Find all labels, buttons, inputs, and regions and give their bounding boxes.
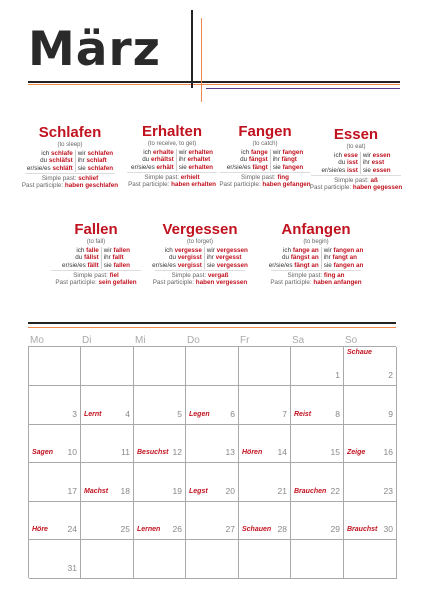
simple-past-value: erhielt xyxy=(180,173,200,181)
day-number: 16 xyxy=(383,447,393,457)
calendar-day xyxy=(239,463,291,502)
conjugation-left: du vergisst xyxy=(150,254,204,261)
calendar-day xyxy=(344,540,397,579)
calendar-rule-orange xyxy=(28,327,396,328)
simple-past-value: vergaß xyxy=(207,271,229,279)
header-rule-purple xyxy=(206,88,400,89)
conjugation-right: sie fallen xyxy=(103,261,131,269)
verb-form: schläfst xyxy=(48,157,73,165)
calendar-day xyxy=(344,386,397,425)
day-number: 25 xyxy=(120,524,130,534)
verb-form: fallen xyxy=(113,247,130,254)
day-number: 18 xyxy=(120,486,130,496)
verb-divider xyxy=(155,270,245,271)
calendar-entry: Lernt xyxy=(84,411,102,418)
conjugation-right: wir essen xyxy=(362,152,391,159)
calendar-day xyxy=(291,347,344,386)
verb-form: falle xyxy=(86,247,99,254)
day-number: 13 xyxy=(225,447,235,457)
day-number: 26 xyxy=(172,524,182,534)
verb-name: Anfangen xyxy=(281,221,351,238)
verb-divider xyxy=(311,175,401,176)
verb-form: vergesst xyxy=(215,254,242,262)
verb-translation: (to catch) xyxy=(252,141,278,147)
verb-name: Erhalten xyxy=(141,123,202,140)
conjugation-right: sie fangen an xyxy=(323,261,364,269)
conjugation-right: ihr esst xyxy=(362,159,385,167)
conjugation-table xyxy=(129,149,215,171)
conjugation-table xyxy=(150,247,250,269)
calendar-entry: Machst xyxy=(84,488,109,495)
calendar-day xyxy=(29,502,81,540)
day-number: 4 xyxy=(125,409,130,419)
day-number: 22 xyxy=(330,486,340,496)
verb-translation: (to sleep) xyxy=(57,142,83,148)
day-number: 2 xyxy=(388,370,393,380)
verb-name: Fallen xyxy=(74,221,118,238)
conjugation-right: sie schlafen xyxy=(77,164,114,172)
verb-form: erhalten xyxy=(188,149,213,156)
conjugation-left: er/sie/es erhält xyxy=(129,164,176,171)
past-participle: Past participle: haben erhalten xyxy=(128,181,216,189)
weekday-fr: Fr xyxy=(240,335,250,346)
conjugation-left: ich erhalte xyxy=(129,149,176,156)
conjugation-right: ihr erhaltet xyxy=(178,156,211,164)
header-rule-dark xyxy=(28,81,400,83)
verb-divider xyxy=(127,172,217,173)
simple-past-value: fiel xyxy=(109,271,119,279)
verb-block xyxy=(301,127,411,191)
simple-past-value: aß xyxy=(370,176,378,184)
conjugation-right: ihr vergesst xyxy=(206,254,242,262)
calendar-entry: Höre xyxy=(32,526,48,533)
conjugation-right: sie vergessen xyxy=(206,261,248,269)
past-participle-value: haben anfangen xyxy=(313,279,362,287)
conjugation-left: du fängst xyxy=(225,156,270,163)
verb-form: vergessen xyxy=(216,247,248,254)
day-number: 15 xyxy=(330,447,340,457)
verb-divider xyxy=(25,173,115,174)
calendar-entry: Sagen xyxy=(32,449,54,456)
verb-form: isst xyxy=(347,159,358,167)
simple-past-value: schlief xyxy=(78,174,99,182)
day-number: 7 xyxy=(282,409,287,419)
day-number: 23 xyxy=(383,486,393,496)
weekday-mi: Mi xyxy=(135,335,146,346)
calendar-day xyxy=(239,347,291,386)
conjugation-right: wir fangen xyxy=(272,149,304,156)
conjugation-right: sie fangen xyxy=(272,163,304,171)
header-vline-orange xyxy=(201,18,202,102)
calendar-day xyxy=(186,540,239,579)
calendar-day xyxy=(186,425,239,463)
simple-past: Simple past: erhielt xyxy=(144,173,200,181)
calendar-entry: Legst xyxy=(189,488,208,495)
calendar-day xyxy=(134,386,186,425)
past-participle: Past participle: haben anfangen xyxy=(270,279,362,287)
verb-form: fangen an xyxy=(333,247,364,254)
calendar-day xyxy=(134,425,186,463)
conjugation-right: sie essen xyxy=(362,166,391,174)
verb-block xyxy=(15,125,125,189)
conjugation-right: wir schlafen xyxy=(77,150,114,157)
verb-form: isst xyxy=(347,166,358,174)
verb-form: schlafe xyxy=(51,150,73,157)
verb-translation: (to eat) xyxy=(346,144,366,150)
header-vline-dark xyxy=(191,10,193,88)
verb-form: fangen an xyxy=(333,261,364,269)
simple-past: Simple past: fing xyxy=(241,173,289,181)
calendar-day xyxy=(134,347,186,386)
calendar-day xyxy=(344,502,397,540)
verb-form: essen xyxy=(372,152,391,159)
calendar-day xyxy=(81,540,134,579)
calendar-entry: Schaue xyxy=(347,349,372,356)
calendar-day xyxy=(81,386,134,425)
past-participle-value: haben gegessen xyxy=(352,184,403,192)
calendar-day xyxy=(134,502,186,540)
verb-name: Essen xyxy=(333,126,379,143)
calendar-day xyxy=(291,540,344,579)
weekday-so: So xyxy=(345,335,358,346)
verb-form: schlaft xyxy=(86,157,107,165)
calendar-day xyxy=(81,425,134,463)
calendar-day xyxy=(344,425,397,463)
day-number: 5 xyxy=(177,409,182,419)
calendar-day xyxy=(239,540,291,579)
calendar-day xyxy=(29,463,81,502)
conjugation-left: er/sie/es fängt an xyxy=(267,262,322,269)
calendar-entry: Zeige xyxy=(347,449,366,456)
verb-form: fängst xyxy=(248,156,268,164)
conjugation-left: ich schlafe xyxy=(25,150,75,157)
calendar-day xyxy=(134,540,186,579)
verb-form: fange an xyxy=(292,247,319,254)
verb-translation: (to fall) xyxy=(86,239,106,245)
verb-translation: (to receive, to get) xyxy=(147,141,197,147)
conjugation-left: er/sie/es isst xyxy=(319,167,360,174)
simple-past-value: fing an xyxy=(323,271,345,279)
day-number: 21 xyxy=(277,486,287,496)
conjugation-right: wir vergessen xyxy=(206,247,248,254)
verb-form: erhält xyxy=(156,163,174,171)
calendar-day xyxy=(291,463,344,502)
verb-form: fangt an xyxy=(332,254,357,262)
simple-past: Simple past: fing an xyxy=(287,271,345,279)
calendar-entry: Schauen xyxy=(242,526,272,533)
verb-form: schläft xyxy=(52,164,73,172)
verb-form: fangen xyxy=(282,163,304,171)
verb-form: fängt xyxy=(281,156,297,164)
calendar-day xyxy=(344,463,397,502)
conjugation-right: wir fallen xyxy=(103,247,130,254)
day-number: 9 xyxy=(388,409,393,419)
conjugation-left: du fällst xyxy=(60,254,101,261)
simple-past: Simple past: vergaß xyxy=(171,271,229,279)
weekday-mo: Mo xyxy=(30,335,44,346)
calendar-entry: Brauchst xyxy=(347,526,378,533)
verb-name: Fangen xyxy=(238,123,292,140)
calendar-day xyxy=(29,347,81,386)
calendar-day xyxy=(29,540,81,579)
calendar-day xyxy=(81,463,134,502)
verb-form: erhalten xyxy=(188,163,214,171)
verb-form: fängt an xyxy=(294,261,319,269)
calendar-day xyxy=(291,502,344,540)
conjugation-left: ich falle xyxy=(60,247,101,254)
conjugation-left: du fängst an xyxy=(267,254,322,261)
verb-form: schlafen xyxy=(87,150,114,157)
verb-divider xyxy=(220,172,310,173)
day-number: 10 xyxy=(67,447,77,457)
verb-translation: (to forget) xyxy=(186,239,213,245)
verb-form: schlafen xyxy=(87,164,114,172)
conjugation-right: wir erhalten xyxy=(178,149,213,156)
weekday-do: Do xyxy=(187,335,200,346)
verb-name: Schlafen xyxy=(38,124,102,141)
verb-form: fallen xyxy=(113,261,131,269)
conjugation-right: ihr fängt xyxy=(272,156,297,164)
calendar-day xyxy=(134,463,186,502)
conjugation-left: er/sie/es fängt xyxy=(225,164,270,171)
simple-past-value: fing xyxy=(277,173,289,181)
day-number: 17 xyxy=(67,486,77,496)
conjugation-left: ich vergesse xyxy=(150,247,204,254)
conjugation-left: er/sie/es vergisst xyxy=(150,262,204,269)
conjugation-left: ich fange xyxy=(225,149,270,156)
day-number: 6 xyxy=(230,409,235,419)
past-participle: Past participle: haben gefangen xyxy=(219,181,311,189)
conjugation-table xyxy=(25,150,115,172)
calendar-day xyxy=(81,502,134,540)
calendar-day xyxy=(29,386,81,425)
calendar-day xyxy=(239,502,291,540)
day-number: 20 xyxy=(225,486,235,496)
verb-block xyxy=(41,222,151,286)
verb-block xyxy=(261,222,371,286)
day-number: 14 xyxy=(277,447,287,457)
simple-past: Simple past: aß xyxy=(334,176,378,184)
calendar-day xyxy=(186,386,239,425)
day-number: 1 xyxy=(335,370,340,380)
calendar-day xyxy=(291,386,344,425)
verb-form: fällst xyxy=(84,254,99,262)
past-participle-value: haben vergessen xyxy=(195,279,248,287)
conjugation-left: er/sie/es fällt xyxy=(60,262,101,269)
conjugation-table xyxy=(60,247,132,269)
calendar-day xyxy=(344,347,397,386)
day-number: 3 xyxy=(72,409,77,419)
verb-form: vergessen xyxy=(216,261,248,269)
conjugation-table xyxy=(267,247,366,269)
weekday-sa: Sa xyxy=(292,335,305,346)
verb-form: vergesse xyxy=(174,247,202,254)
calendar-grid xyxy=(28,346,396,578)
calendar-day xyxy=(186,463,239,502)
past-participle: Past participle: haben gegessen xyxy=(309,184,403,192)
calendar-entry: Lernen xyxy=(137,526,161,533)
conjugation-right: ihr fallt xyxy=(103,254,124,262)
calendar-entry: Reist xyxy=(294,411,312,418)
calendar-day xyxy=(239,386,291,425)
verb-form: erhalte xyxy=(153,149,174,156)
day-number: 24 xyxy=(67,524,77,534)
conjugation-table xyxy=(319,152,392,174)
day-number: 12 xyxy=(172,447,182,457)
verb-form: esst xyxy=(371,159,385,167)
verb-name: Vergessen xyxy=(162,221,238,238)
verb-form: fange xyxy=(250,149,268,156)
calendar-entry: Legen xyxy=(189,411,210,418)
simple-past: Simple past: fiel xyxy=(73,271,119,279)
day-number: 28 xyxy=(277,524,287,534)
verb-form: fallt xyxy=(112,254,124,262)
verb-divider xyxy=(51,270,141,271)
calendar-day xyxy=(186,347,239,386)
day-number: 30 xyxy=(383,524,393,534)
conjugation-left: er/sie/es schläft xyxy=(25,165,75,172)
day-number: 11 xyxy=(121,447,130,457)
page-title: März xyxy=(28,22,162,77)
calendar-day xyxy=(186,502,239,540)
verb-block xyxy=(145,222,255,286)
verb-form: essen xyxy=(372,166,391,174)
day-number: 19 xyxy=(172,486,182,496)
calendar-day xyxy=(81,347,134,386)
simple-past: Simple past: schlief xyxy=(41,174,99,182)
verb-form: fängt xyxy=(252,163,268,171)
verb-form: esse xyxy=(343,152,358,159)
past-participle: Past participle: haben geschlafen xyxy=(21,182,119,190)
day-number: 27 xyxy=(225,524,235,534)
conjugation-right: ihr schlaft xyxy=(77,157,107,165)
verb-translation: (to begin) xyxy=(303,239,329,245)
day-number: 31 xyxy=(67,563,77,573)
conjugation-right: ihr fangt an xyxy=(323,254,357,262)
calendar-entry: Brauchen xyxy=(294,488,327,495)
conjugation-left: du schläfst xyxy=(25,157,75,164)
conjugation-table xyxy=(225,149,305,171)
past-participle-value: haben geschlafen xyxy=(64,182,119,190)
calendar-entry: Hören xyxy=(242,449,263,456)
conjugation-right: sie erhalten xyxy=(178,163,214,171)
conjugation-left: ich fange an xyxy=(267,247,322,254)
verb-form: erhältst xyxy=(150,156,174,164)
calendar-rule-dark xyxy=(28,322,396,324)
past-participle: Past participle: haben vergessen xyxy=(152,279,248,287)
calendar-day xyxy=(29,425,81,463)
past-participle: Past participle: sein gefallen xyxy=(55,279,137,287)
day-number: 8 xyxy=(335,409,340,419)
verb-form: fällt xyxy=(87,261,99,269)
conjugation-right: wir fangen an xyxy=(323,247,364,254)
calendar-day xyxy=(291,425,344,463)
calendar-entry: Besuchst xyxy=(137,449,169,456)
conjugation-left: du isst xyxy=(319,159,360,166)
conjugation-left: du erhältst xyxy=(129,156,176,163)
weekday-di: Di xyxy=(82,335,92,346)
verb-form: vergisst xyxy=(177,254,202,262)
verb-form: vergisst xyxy=(177,261,202,269)
verb-form: fangen xyxy=(282,149,304,156)
past-participle-value: haben erhalten xyxy=(171,181,216,189)
header-rule-orange xyxy=(28,84,400,85)
calendar-day xyxy=(239,425,291,463)
past-participle-value: haben gefangen xyxy=(262,181,311,189)
conjugation-left: ich esse xyxy=(319,152,360,159)
verb-form: fängst an xyxy=(290,254,319,262)
day-number: 29 xyxy=(330,524,340,534)
verb-divider xyxy=(271,270,361,271)
verb-form: erhaltet xyxy=(187,156,211,164)
past-participle-value: sein gefallen xyxy=(98,279,137,287)
